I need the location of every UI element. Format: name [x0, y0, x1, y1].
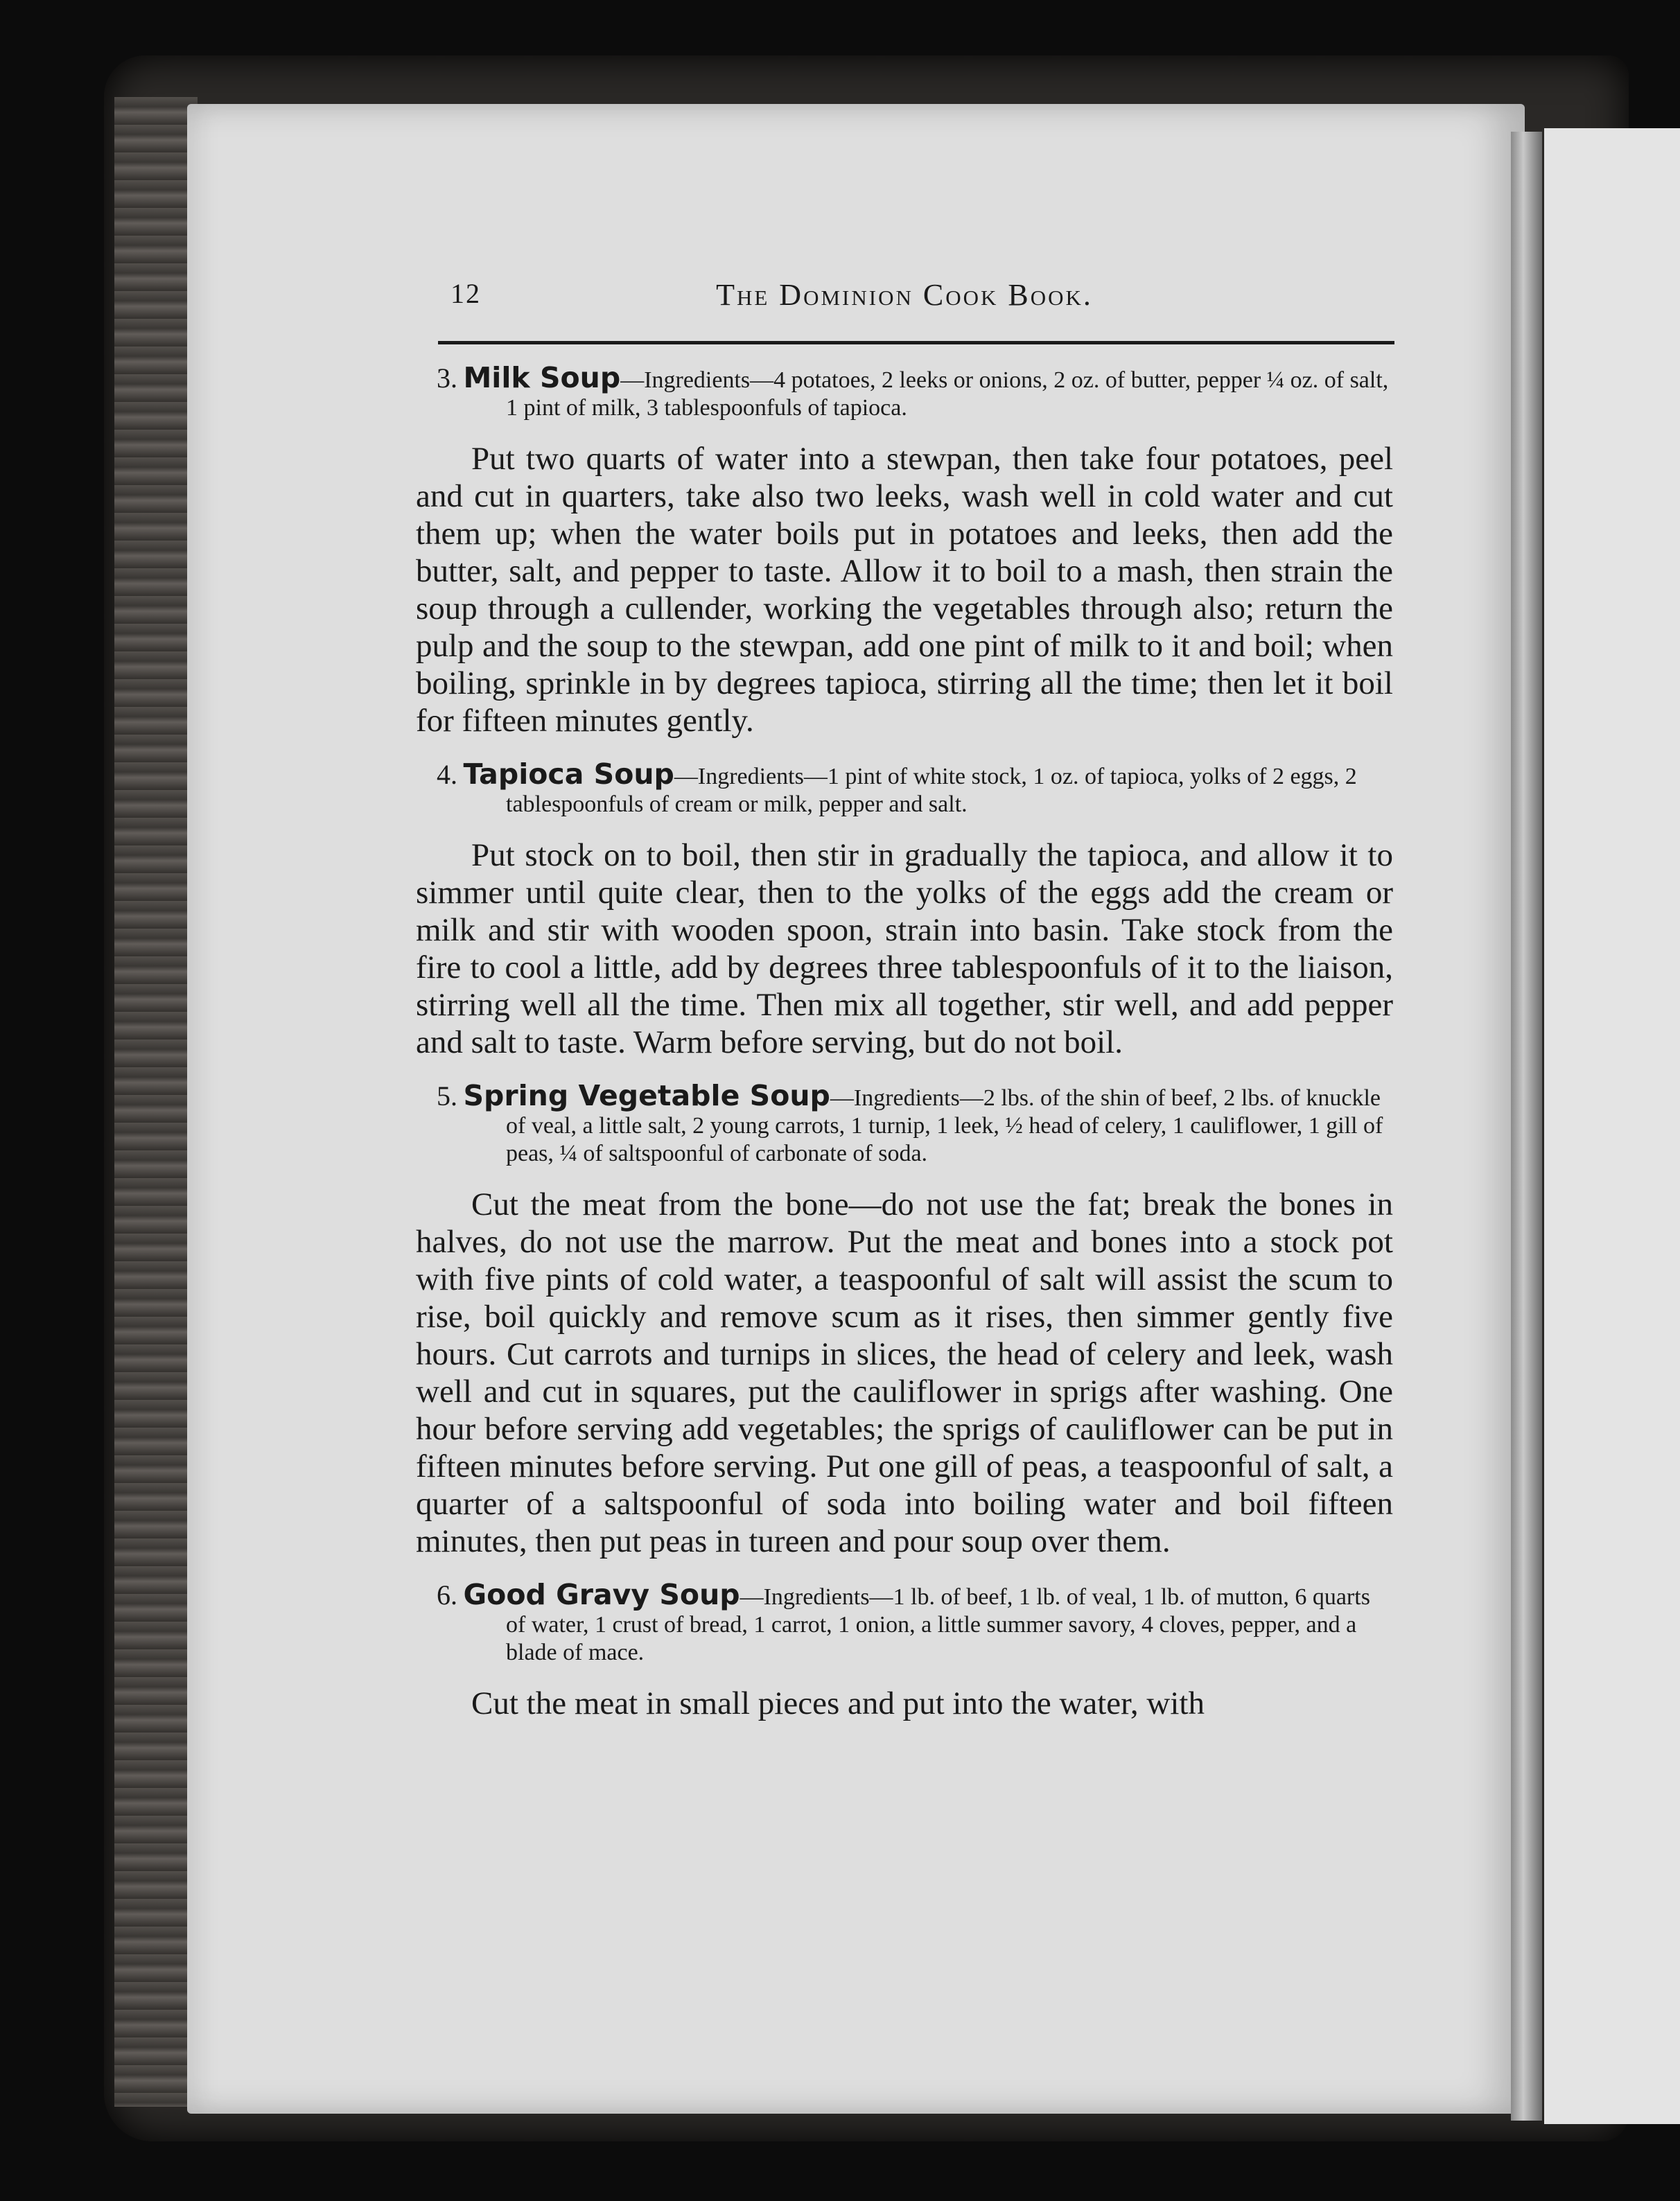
facing-page-edge [1544, 128, 1680, 2124]
recipe-method: Cut the meat in small pieces and put into the water, with [471, 1685, 1205, 1721]
recipe-ingredients [416, 757, 1393, 818]
recipe-ingredients [416, 1079, 1393, 1168]
recipe-title: Good Gravy Soup [463, 1578, 740, 1611]
book-spine-edge [114, 97, 198, 2107]
header-rule [438, 341, 1394, 344]
recipe-method: Put stock on to boil, then stir in gradually the tapioca, and allow it to simmer until quite clear, then to the yolks of the eggs add the cream or milk and stir with wooden spoon, strain into basin. Take stock from the fire to cool a little, add by degrees three tablespoonfuls of it to the liaison, stirring well all the time. Then mix all together, stir well, and add pepper and salt to taste. Warm before serving, but do not boil. [416, 837, 1393, 1060]
recipe-title: Spring Vegetable Soup [463, 1079, 830, 1112]
recipe-number: 5. [437, 1080, 457, 1112]
recipe-milk-soup [416, 361, 1393, 739]
recipe-ingredients [416, 361, 1393, 422]
ingredients-text: —Ingredients—2 lbs. of the shin of beef, 2 lbs. of knuckle of veal, a little salt, 2 young carrots, 1 turnip, 1 leek, ½ head of celery, 1 cauliflower, 1 gill of peas, ¼ of saltspoonful of carbonate of soda. [506, 1085, 1383, 1166]
recipe-number: 4. [437, 759, 457, 790]
recipe-spring-vegetable-soup [416, 1079, 1393, 1560]
recipe-method: Put two quarts of water into a stewpan, then take four potatoes, peel and cut in quarters, take also two leeks, wash well in cold water and cut them up; when the water boils put in potatoes and leeks, then add the butter, salt, and pepper to taste. Allow it to boil to a mash, then strain the soup through a cullender, working the vegetables through also; return the pulp and the soup to the stewpan, add one pint of milk to it and boil; when boiling, sprinkle in by degrees tapioca, stirring all the time; then let it boil for fifteen minutes gently. [416, 441, 1393, 739]
page-gutter [1511, 132, 1542, 2121]
recipe-number: 6. [437, 1579, 457, 1611]
ingredients-text: —Ingredients—1 lb. of beef, 1 lb. of veal, 1 lb. of mutton, 6 quarts of water, 1 crust of bread, 1 carrot, 1 onion, a little summer savory, 4 cloves, pepper, and a blade of mace. [506, 1584, 1370, 1665]
page-number: 12 [450, 278, 481, 309]
running-head [416, 277, 1393, 326]
recipe-method: Cut the meat from the bone—do not use the fat; break the bones in halves, do not use the marrow. Put the meat and bones into a stock pot with five pints of cold water, a teaspoonful of salt will assist the scum to rise, boil quickly and remove scum as it rises, then simmer gently five hours. Cut carrots and turnips in slices, the head of celery and leek, wash well and cut in squares, put the cauliflower in sprigs after washing. One hour before serving add vegetables; the sprigs of cauliflower can be put in fifteen minutes before serving. Put one gill of peas, a teaspoonful of salt, a quarter of a saltspoonful of soda into boiling water and boil fifteen minutes, then put peas in tureen and pour soup over them. [416, 1186, 1393, 1559]
ingredients-text: —Ingredients—1 pint of white stock, 1 oz. of tapioca, yolks of 2 eggs, 2 tablespoonfuls of cream or milk, pepper and salt. [506, 764, 1357, 817]
recipe-ingredients [416, 1578, 1393, 1667]
recipe-good-gravy-soup [416, 1578, 1393, 1722]
recipe-title: Tapioca Soup [463, 757, 674, 791]
book-title: The Dominion Cook Book. [716, 278, 1093, 312]
recipe-title: Milk Soup [463, 361, 621, 394]
recipe-number: 3. [437, 362, 457, 394]
recipe-tapioca-soup [416, 757, 1393, 1061]
ingredients-text: —Ingredients—4 potatoes, 2 leeks or onions, 2 oz. of butter, pepper ¼ oz. of salt, 1 pint of milk, 3 tablespoonfuls of tapioca. [506, 367, 1389, 421]
page-content [416, 277, 1393, 1743]
